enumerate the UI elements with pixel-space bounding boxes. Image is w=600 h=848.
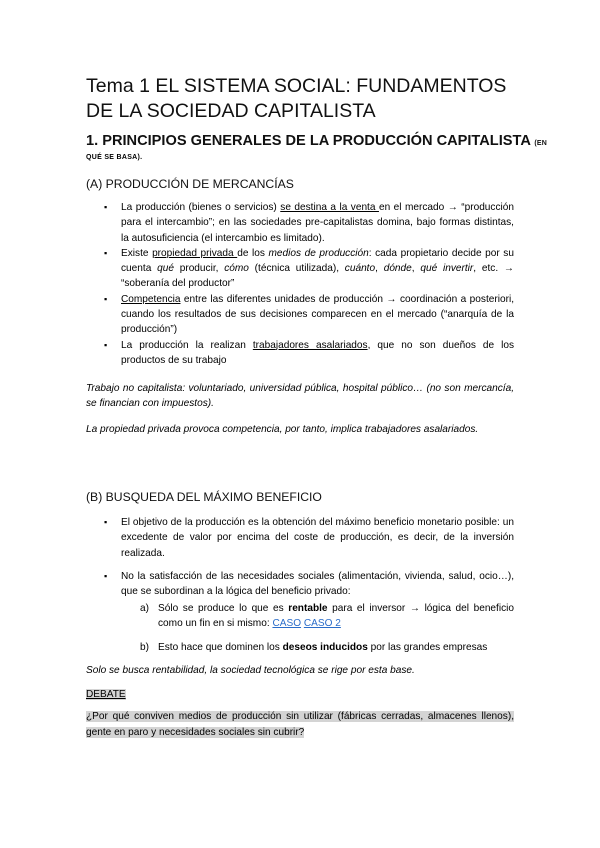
section-b-heading: (B) BUSQUEDA DEL MÁXIMO BENEFICIO [86,490,322,504]
bullet-icon: ▪ [104,339,108,350]
page-title: Tema 1 EL SISTEMA SOCIAL: FUNDAMENTOS DE LA SOCIEDAD CAPITALISTA [86,75,507,122]
list-item: ▪ El objetivo de la producción es la obtención del máximo beneficio monetario posible: un excedente de valor por encima del coste de producción, es decir, de la inversión realizada. [104,517,514,559]
list-item: ▪ Competencia entre las diferentes unidades de producción → coordinación a posteriori, cuando los resultados de sus decisiones comparecen en el mercado (“anarquía de la producción”) [104,293,514,336]
section-1-heading-small: (EN [534,140,548,147]
debate-question: ¿Por qué conviven medios de producción sin utilizar (fábricas cerradas, almacenes llenos), gente en paro y necesidades sociales sin cubrir? [86,711,514,738]
section-b-note: Solo se busca rentabilidad, la sociedad tecnológica se rige por esta base. [86,665,415,676]
list-marker: a) [140,603,149,614]
list-item: ▪ La producción la realizan trabajadores asalariados, que no son dueños de los productos de su trabajo [104,339,515,366]
section-1-subheading: QUÉ SE BASA). [86,154,143,161]
list-item: a) Sólo se produce lo que es rentable para el inversor → lógica del beneficio como un fin en si mismo: CASO CASO 2 [140,603,514,630]
section-a-bullet-list [104,200,514,368]
section-1-heading: 1. PRINCIPIOS GENERALES DE LA PRODUCCIÓN CAPITALISTA (EN [86,133,548,149]
bullet-icon: ▪ [104,571,108,581]
section-a-note-2: La propiedad privada provoca competencia, por tanto, implica trabajadores asalariados. [86,424,479,435]
bullet-icon: ▪ [104,202,108,212]
bullet-icon: ▪ [104,517,108,527]
list-item: ▪ No la satisfacción de las necesidades sociales (alimentación, vivienda, salud, ocio…), que se subordinan a la lógica del beneficio privado: [104,571,514,598]
bullet-icon: ▪ [104,293,108,304]
section-b-bullet-list-1 [104,515,514,561]
list-marker: b) [140,641,149,653]
section-b-sub-list [140,601,514,655]
section-b-bullet-list-2 [104,569,514,600]
debate-label: DEBATE [86,689,126,700]
caso-2-link[interactable]: CASO 2 [303,618,341,630]
list-item: b) Esto hace que dominen los deseos inducidos por las grandes empresas [140,640,514,655]
section-a-heading: (A) PRODUCCIÓN DE MERCANCÍAS [86,177,294,191]
section-a-note-1: Trabajo no capitalista: voluntariado, universidad pública, hospital público… (no son mercancía, se financian con impuestos). [86,383,514,410]
list-item: ▪ Existe propiedad privada de los medios de producción: cada propietario decide por su cuenta qué producir, cómo (técnica utilizada), cuánto, dónde, qué invertir, etc. → “soberanía del productor” [104,247,515,290]
caso-link[interactable]: CASO [272,618,302,630]
bullet-icon: ▪ [104,247,108,258]
list-item: ▪ La producción (bienes o servicios) se destina a la venta en el mercado → “producción para el intercambio”; en las sociedades pre-capitalistas domina, bajo formas distintas, la autosuficiencia (el intercambio es limitado). [104,202,514,244]
